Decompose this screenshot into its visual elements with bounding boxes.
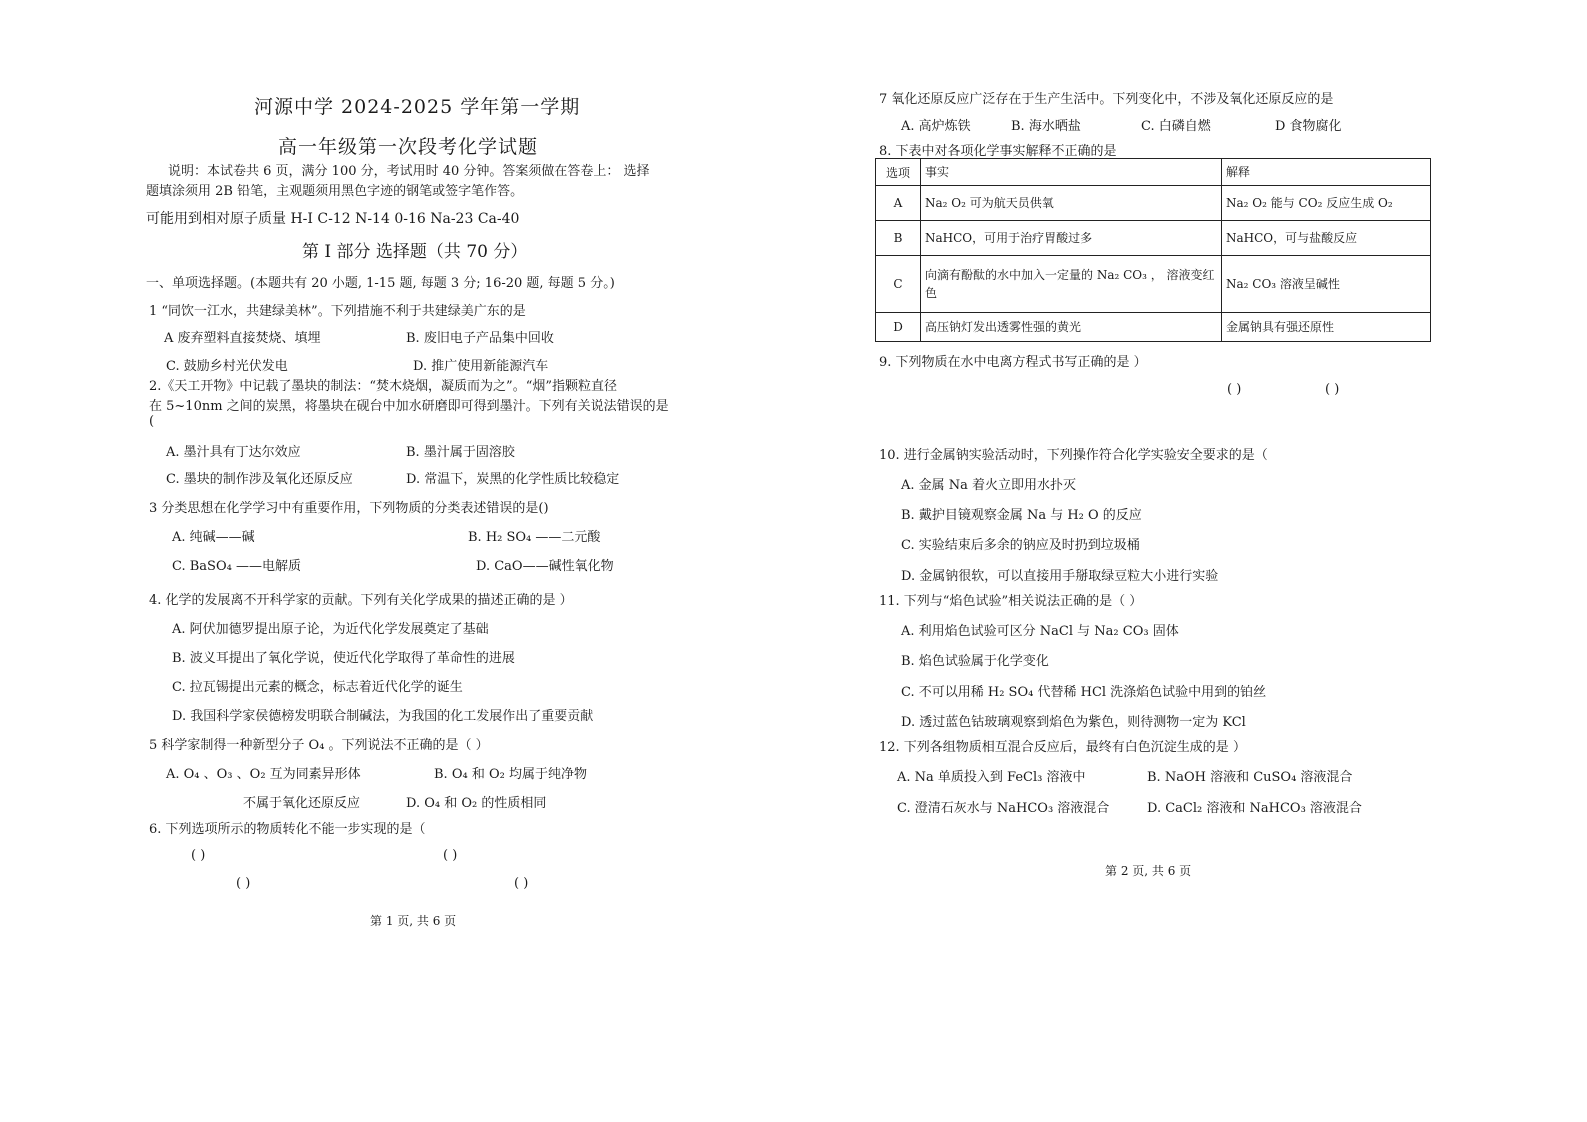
q2-stem-line-1: 2.《天工开物》中记载了墨块的制法：“焚木烧烟，凝质而为之”。“烟”指颗粒直径 [149,379,617,394]
q8-facts-table [875,158,1431,342]
q5-stem: 5 科学家制得一种新型分子 O₄ 。下列说法不正确的是（ ） [149,738,489,753]
q10-option-d[interactable]: D. 金属钠很软，可以直接用手掰取绿豆粒大小进行实验 [901,569,1219,584]
q3-option-d[interactable]: D. CaO——碱性氧化物 [476,559,614,574]
q4-option-d[interactable]: D. 我国科学家侯德榜发明联合制碱法，为我国的化工发展作出了重要贡献 [172,709,594,724]
q5-option-b[interactable]: B. O₄ 和 O₂ 均属于纯净物 [434,767,587,782]
table-row [876,221,1431,256]
q7-option-c[interactable]: C. 白磷自燃 [1141,119,1211,134]
table-row [876,186,1431,221]
page-2-footer: 第 2 页, 共 6 页 [1105,864,1192,878]
q9-blank-2[interactable]: ( ) [1325,382,1340,397]
row-b-explanation: NaHCO，可与盐酸反应 [1222,221,1431,256]
q12-option-c[interactable]: C. 澄清石灰水与 NaHCO₃ 溶液混合 [897,801,1110,816]
q1-option-a[interactable]: A 废弃塑料直接焚烧、填埋 [164,331,321,346]
q6-blank-1[interactable]: ( ) [191,848,206,863]
row-b-option: B [876,221,921,256]
row-d-explanation: 金属钠具有强还原性 [1222,313,1431,342]
q5-option-a[interactable]: A. O₄ 、O₃ 、O₂ 互为同素异形体 [166,767,361,782]
q6-blank-2[interactable]: ( ) [443,848,458,863]
row-a-explanation: Na₂ O₂ 能与 CO₂ 反应生成 O₂ [1222,186,1431,221]
part-title: 第 I 部分 选择题（共 70 分） [302,242,528,262]
q1-option-c[interactable]: C. 鼓励乡村光伏发电 [166,359,288,374]
q11-option-b[interactable]: B. 焰色试验属于化学变化 [901,654,1049,669]
q6-blank-3[interactable]: ( ) [236,876,251,891]
q5-option-c[interactable]: 不属于氧化还原反应 [243,796,361,811]
instructions-line-1: 说明：本试卷共 6 页，满分 100 分，考试用时 40 分钟。答案须做在答卷上： 选择 [168,164,650,179]
q10-option-c[interactable]: C. 实验结束后多余的钠应及时扔到垃圾桶 [901,538,1140,553]
q7-option-d[interactable]: D 食物腐化 [1275,119,1342,134]
q9-blank-1[interactable]: ( ) [1227,382,1242,397]
q12-stem: 12. 下列各组物质相互混合反应后，最终有白色沉淀生成的是 ） [879,740,1246,755]
q12-option-d[interactable]: D. CaCl₂ 溶液和 NaHCO₃ 溶液混合 [1147,801,1362,816]
section-title: 一、单项选择题。(本题共有 20 小题, 1-15 题, 每题 3 分; 16-20 题, 每题 5 分。) [146,276,615,291]
header-option: 选项 [876,159,921,186]
q2-option-b[interactable]: B. 墨汁属于固溶胶 [406,445,515,460]
q11-stem: 11. 下列与“焰色试验”相关说法正确的是（ ） [879,594,1143,609]
q2-option-d[interactable]: D. 常温下，炭黑的化学性质比较稳定 [406,472,620,487]
q9-stem: 9. 下列物质在水中电离方程式书写正确的是 ） [879,355,1147,370]
q7-option-a[interactable]: A. 高炉炼铁 [901,119,971,134]
row-d-fact: 高压钠灯发出透雾性强的黄光 [921,313,1222,342]
q4-option-b[interactable]: B. 波义耳提出了氧化学说，使近代化学取得了革命性的进展 [172,651,515,666]
row-a-fact: Na₂ O₂ 可为航天员供氧 [921,186,1222,221]
row-c-fact: 向滴有酚酞的水中加入一定量的 Na₂ CO₃ ， 溶液变红色 [921,256,1222,313]
q3-stem: 3 分类思想在化学学习中有重要作用，下列物质的分类表述错误的是() [149,501,549,516]
q6-stem: 6. 下列选项所示的物质转化不能一步实现的是（ [149,822,426,837]
header-explanation: 解释 [1222,159,1431,186]
q4-option-c[interactable]: C. 拉瓦锡提出元素的概念，标志着近代化学的诞生 [172,680,463,695]
table-row [876,313,1431,342]
q12-option-a[interactable]: A. Na 单质投入到 FeCl₃ 溶液中 [897,770,1086,785]
row-b-fact: NaHCO，可用于治疗胃酸过多 [921,221,1222,256]
q1-option-d[interactable]: D. 推广使用新能源汽车 [413,359,549,374]
instructions-line-2: 题填涂须用 2B 铅笔，主观题须用黑色字迹的钢笔或签字笔作答。 [146,184,524,199]
q2-option-c[interactable]: C. 墨块的制作涉及氧化还原反应 [166,472,353,487]
q8-stem: 8. 下表中对各项化学事实解释不正确的是 [879,144,1117,159]
q4-stem: 4. 化学的发展离不开科学家的贡献。下列有关化学成果的描述正确的是 ） [149,593,573,608]
q2-stem-line-2: 在 5~10nm 之间的炭黑，将墨块在砚台中加水研磨即可得到墨汁。下列有关说法错误的是 [149,399,669,414]
q10-option-b[interactable]: B. 戴护目镜观察金属 Na 与 H₂ O 的反应 [901,508,1142,523]
q4-option-a[interactable]: A. 阿伏加德罗提出原子论，为近代化学发展奠定了基础 [172,622,489,637]
q10-stem: 10. 进行金属钠实验活动时，下列操作符合化学实验安全要求的是（ [879,448,1268,463]
q10-option-a[interactable]: A. 金属 Na 着火立即用水扑灭 [901,478,1077,493]
header-fact: 事实 [921,159,1222,186]
q11-option-a[interactable]: A. 利用焰色试验可区分 NaCl 与 Na₂ CO₃ 固体 [901,624,1179,639]
q6-blank-4[interactable]: ( ) [514,876,529,891]
row-c-explanation: Na₂ CO₃ 溶液呈碱性 [1222,256,1431,313]
exam-title: 高一年级第一次段考化学试题 [278,136,539,158]
q5-option-d[interactable]: D. O₄ 和 O₂ 的性质相同 [406,796,547,811]
atomic-masses: 可能用到相对原子质量 H-I C-12 N-14 0-16 Na-23 Ca-40 [146,211,520,227]
q12-option-b[interactable]: B. NaOH 溶液和 CuSO₄ 溶液混合 [1147,770,1353,785]
q3-option-c[interactable]: C. BaSO₄ ——电解质 [172,559,301,574]
q11-option-d[interactable]: D. 透过蓝色钴玻璃观察到焰色为紫色，则待测物一定为 KCl [901,715,1246,730]
q7-stem: 7 氧化还原反应广泛存在于生产生活中。下列变化中，不涉及氧化还原反应的是 [879,92,1334,107]
row-a-option: A [876,186,921,221]
q2-stem-line-3: ( [149,414,155,429]
row-c-option: C [876,256,921,313]
school-title: 河源中学 2024-2025 学年第一学期 [254,96,581,118]
q3-option-b[interactable]: B. H₂ SO₄ ——二元酸 [468,530,601,545]
q1-option-b[interactable]: B. 废旧电子产品集中回收 [406,331,554,346]
q1-stem: 1 “同饮一江水，共建绿美林”。下列措施不利于共建绿美广东的是 [149,304,526,319]
q3-option-a[interactable]: A. 纯碱——碱 [172,530,255,545]
q2-option-a[interactable]: A. 墨汁具有丁达尔效应 [166,445,301,460]
table-header-row [876,159,1431,186]
page-1-footer: 第 1 页, 共 6 页 [370,914,457,928]
row-d-option: D [876,313,921,342]
table-row [876,256,1431,313]
q7-option-b[interactable]: B. 海水晒盐 [1011,119,1081,134]
q11-option-c[interactable]: C. 不可以用稀 H₂ SO₄ 代替稀 HCl 洗涤焰色试验中用到的铂丝 [901,685,1267,700]
